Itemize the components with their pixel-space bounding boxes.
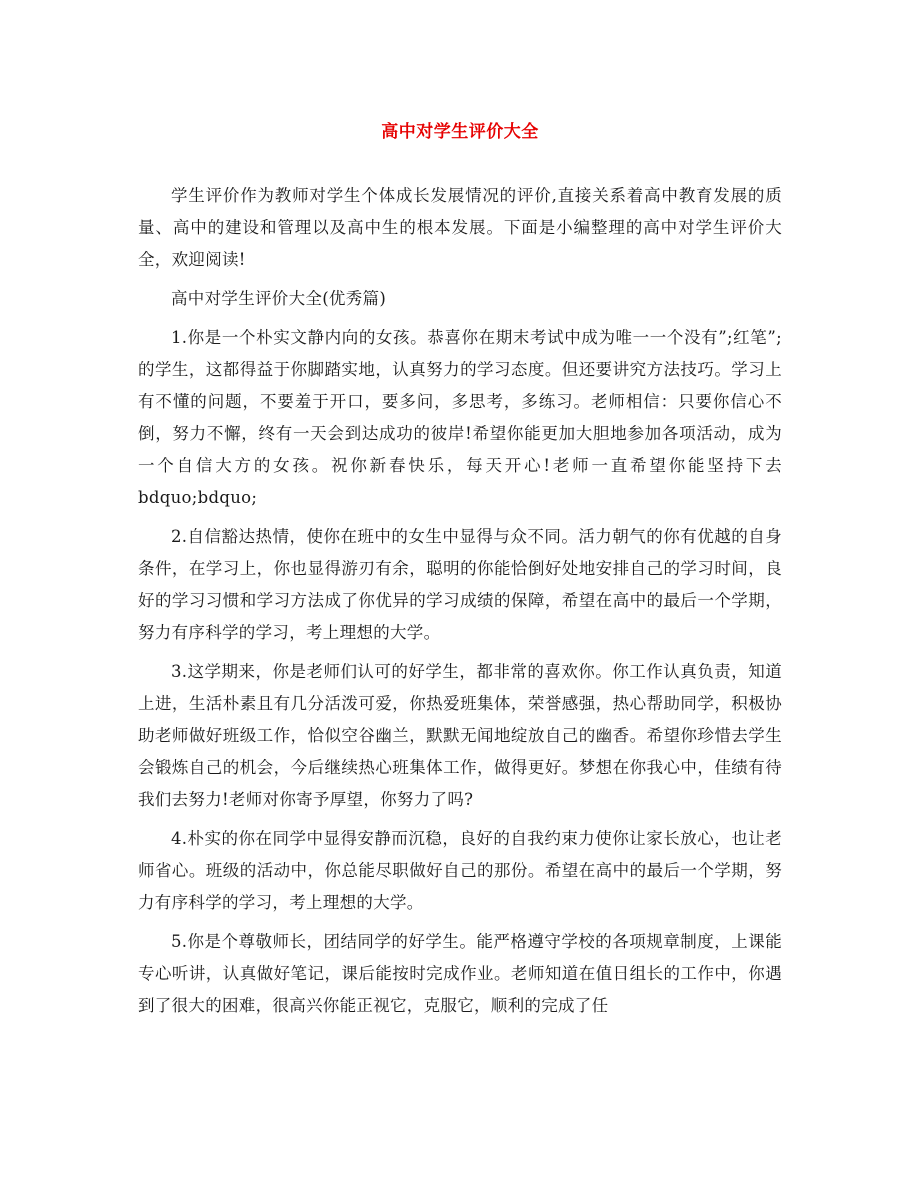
evaluation-paragraph-1: 1.你是一个朴实文静内向的女孩。恭喜你在期末考试中成为唯一一个没有”;红笔”;的学生，这都得益于你脚踏实地，认真努力的学习态度。但还要讲究方法技巧。学习上有不懂的问题，不要羞于开口，要多问，多思考，多练习。老师相信：只要你信心不倒，努力不懈，终有一天会到达成功的彼岸!希望你能更加大胆地参加各项活动，成为一个自信大方的女孩。祝你新春快乐，每天开心!老师一直希望你能坚持下去 bdquo;bdquo; xyxy=(138,328,782,507)
document-body xyxy=(138,180,782,1029)
evaluation-paragraph-3: 3.这学期来，你是老师们认可的好学生，都非常的喜欢你。你工作认真负责，知道上进，生活朴素且有几分活泼可爱，你热爱班集体，荣誉感强，热心帮助同学，积极协助老师做好班级工作，恰似空谷幽兰，默默无闻地绽放自己的幽香。希望你珍惜去学生会锻炼自己的机会，今后继续热心班集体工作，做得更好。梦想在你我心中，佳绩有待我们去努力!老师对你寄予厚望，你努力了吗? xyxy=(138,662,782,809)
evaluation-paragraph-2: 2.自信豁达热情，使你在班中的女生中显得与众不同。活力朝气的你有优越的自身条件，在学习上，你也显得游刃有余，聪明的你能恰倒好处地安排自己的学习时间，良好的学习习惯和学习方法成了你优异的学习成绩的保障，希望在高中的最后一个学期，努力有序科学的学习，考上理想的大学。 xyxy=(138,527,782,642)
document-title: 高中对学生评价大全 xyxy=(381,122,539,142)
intro-paragraph: 学生评价作为教师对学生个体成长发展情况的评价,直接关系着高中教育发展的质量、高中的建设和管理以及高中生的根本发展。下面是小编整理的高中对学生评价大全，欢迎阅读! xyxy=(138,186,782,269)
section-heading: 高中对学生评价大全(优秀篇) xyxy=(171,289,387,308)
evaluation-paragraph-5: 5.你是个尊敬师长，团结同学的好学生。能严格遵守学校的各项规章制度，上课能专心听讲，认真做好笔记，课后能按时完成作业。老师知道在值日组长的工作中，你遇到了很大的困难，很高兴你能正视它，克服它，顺利的完成了任 xyxy=(138,932,782,1015)
evaluation-paragraph-4: 4.朴实的你在同学中显得安静而沉稳，良好的自我约束力使你让家长放心，也让老师省心。班级的活动中，你总能尽职做好自己的那份。希望在高中的最后一个学期，努力有序科学的学习，考上理想的大学。 xyxy=(138,829,782,912)
